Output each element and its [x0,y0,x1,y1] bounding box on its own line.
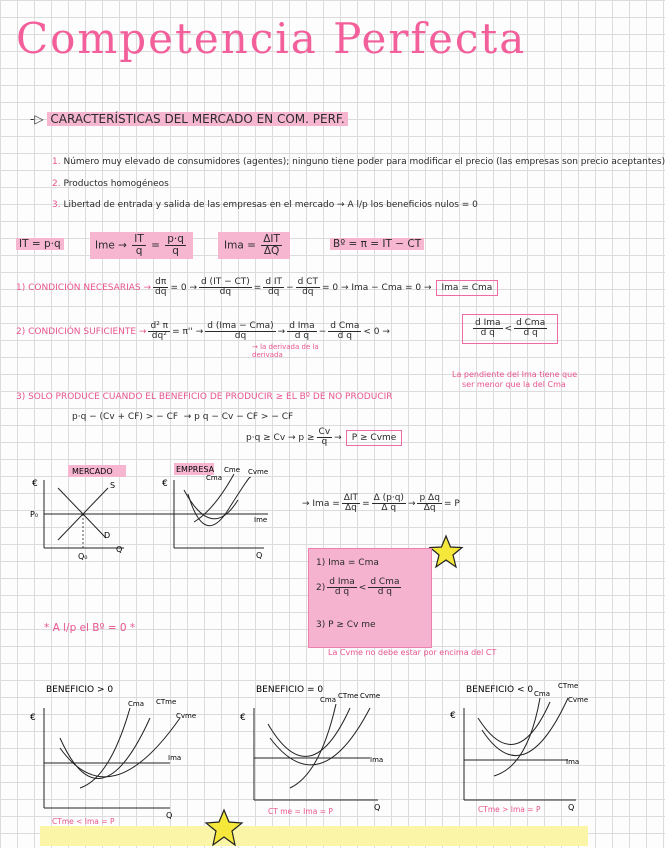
market-graph [30,465,268,561]
graph3-ctme-curve [478,702,550,744]
graph2-cvme-label: Cvme [360,692,381,700]
graph3-cma-curve [494,698,540,776]
graph3-title: BENEFICIO < 0 [466,685,534,695]
summary-cond1: 1) Ima = Cma [316,558,379,568]
cma-label: Cma [206,474,222,482]
graph1-q-label: Q [166,811,173,820]
formula-ime: Ime → $\frac{IT}{q}$ = $\frac{p\cdot q}{q}$ [90,232,193,259]
graph-beneficio-negativo [450,682,588,814]
euro-icon: € [240,713,246,723]
ima-derivation: → Ima = $\frac{\text{ΔIT}}{\Delta q}$ = $\frac{\Delta (p\cdot q)}{\text{Δ q}}$ → $\frac{\text{p Δq}}{\Delta q}$ = P [302,493,460,514]
graph3-ctme-label: CTme [558,682,579,690]
cvme-label: Cvme [248,468,269,476]
formula-beneficio: Bº = π = IT − CT [330,238,424,250]
formula-it: IT = p·q [16,238,64,250]
characteristic-item-1: 1. Número muy elevado de consumidores (agentes); ninguno tiene poder para modificar el precio (las empresas son precio aceptantes) [52,157,665,167]
characteristic-item-2: 2. Productos homogéneos [52,179,169,189]
cme-label: Cme [224,466,241,474]
cvme-note: La Cvme no debe estar por encima del CT [328,648,497,657]
condition3-line2: p·q ≥ Cv → p ≥ $\frac{Cv}{q}$ → P ≥ Cvme [246,428,402,448]
firm-label: EMPRESA [176,465,215,474]
graph2-caption: CT me = Ima = P [268,807,333,816]
page-title: Competencia Perfecta [16,14,527,63]
graph2-cvme-curve [270,708,370,765]
condition-suficiente: 2) CONDICIÓN SUFICIENTE → $\frac{\text{d² π}}{\text{dq²}}$ = π'' → $\frac{\text{d (Ima − Cma)}}{dq}$ → $\frac{\text{d Ima}}{\text{d q}}$ − $\frac{\text{d Cma}}{\text{d q}}$ < 0 → [16,321,390,342]
arrow-right-icon: → [302,498,313,509]
graph1-ctme-label: CTme [156,698,177,706]
lp-note: * A l/p el Bº = 0 * [44,622,136,634]
graph-beneficio-cero [240,685,383,816]
market-firm-graphs [28,460,278,570]
graph2-ctme-curve [268,708,350,756]
euro-icon: € [32,479,38,489]
characteristic-item-3: 3. Libertad de entrada y salida de las empresas en el mercado → A l/p los beneficios nulos = 0 [52,200,478,210]
graph3-cvme-label: Cvme [568,696,589,704]
condition-necesaria: 1) CONDICIÓN NECESARIAS → $\frac{d\pi}{dq}$ = 0 → $\frac{d (IT - CT)}{dq}$ = $\frac{\text{d IT}}{dq}$ − $\frac{\text{d CT}}{dq}$ = 0 → Ima − Cma = 0 → Ima = Cma [16,278,498,298]
graph2-ctme-label: CTme [338,692,359,700]
condition3-line1: p·q − (Cv + CF) > − CF → p q − Cv − CF > − CF [72,412,294,422]
firm-graph [162,463,268,560]
section-title: CARACTERÍSTICAS DEL MERCADO EN COM. PERF. [47,112,347,126]
firm-q-label: Q [256,551,263,560]
p0-label: P₀ [30,510,39,519]
formula-ima: Ima = $\frac{\text{ΔIT}}{\Delta Q}$ [218,232,290,259]
result-ima-cma: Ima = Cma [436,280,499,296]
graph1-caption: CTme < Ima = P [52,817,115,826]
graph2-title: BENEFICIO = 0 [256,685,324,695]
graph2-ima-label: Ima [370,756,384,764]
euro-icon: € [30,713,36,723]
result-p-cvme: P ≥ Cvme [346,430,403,446]
ime-label: Ime [254,516,268,524]
graph2-cma-label: Cma [320,696,336,704]
supply-label: S [110,481,116,490]
market-q-label: Q [116,545,123,554]
star-icon [204,808,244,848]
graph2-q-label: Q [374,803,381,812]
section-heading [30,112,348,126]
graph2-cma-curve [290,704,336,788]
euro-icon: € [162,479,168,489]
note-pendiente: La pendiente del Ima tiene que ser menor que la del Cma [452,370,578,390]
result-slope-condition: $\frac{\text{d Ima}}{\text{d q}}$ < $\frac{\text{d Cma}}{\text{d q}}$ [462,314,558,344]
euro-icon: € [450,711,456,721]
q0-label: Q₀ [78,552,88,561]
note-derivada: → la derivada de la derivada [252,343,319,359]
graph-beneficio-positivo [30,685,196,826]
graph1-ctme-curve [60,718,150,779]
condition-produccion: 3) SOLO PRODUCE CUANDO EL BENEFICIO DE PRODUCIR ≥ EL Bº DE NO PRODUCIR [16,392,393,402]
summary-cond3: 3) P ≥ Cv me [316,620,376,630]
market-label: MERCADO [72,467,113,476]
graph1-cma-label: Cma [128,700,144,708]
graph3-q-label: Q [568,803,575,812]
summary-cond2: 2) $\frac{\text{d Ima}}{\text{d q}}$ < $\frac{\text{d Cma}}{\text{d q}}$ [316,577,400,598]
graph1-cvme-label: Cvme [176,712,197,720]
star-icon [428,534,464,570]
graph3-ima-label: Ima [566,758,580,766]
graph3-caption: CTme > Ima = P [478,805,541,814]
graph3-cma-label: Cma [534,690,550,698]
demand-curve [58,488,106,538]
demand-label: D [104,531,111,540]
graph1-ima-label: Ima [168,754,182,762]
arrow-right-icon: -▷ [30,112,48,126]
bottom-graphs [20,678,590,828]
highlight-bar [40,826,588,846]
graph1-title: BENEFICIO > 0 [46,685,114,695]
